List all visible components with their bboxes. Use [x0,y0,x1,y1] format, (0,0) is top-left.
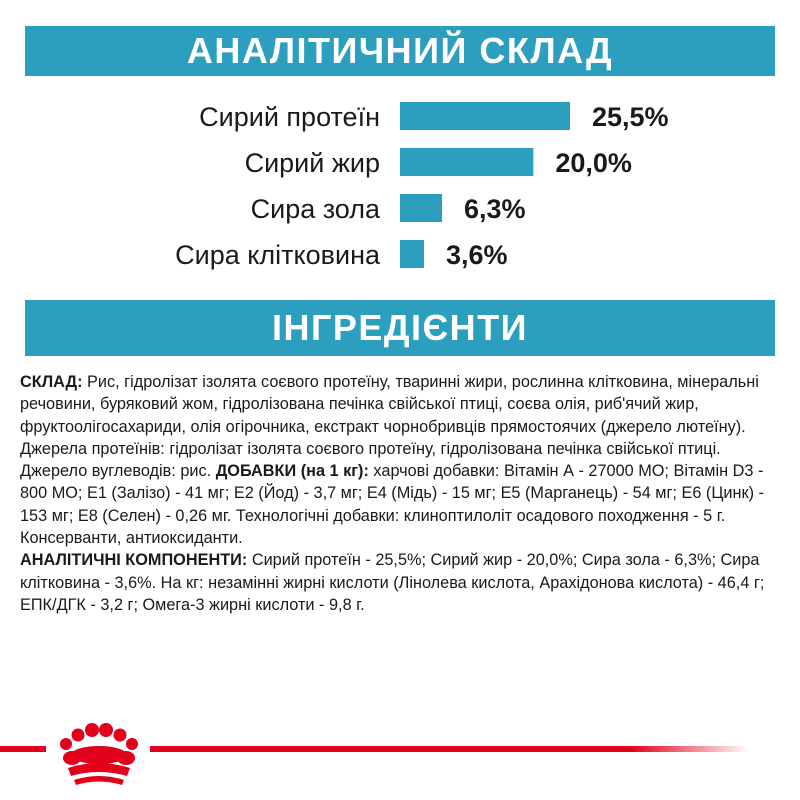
composition-text: Рис, гідролізат ізолята соєвого протеїну, тваринні жири, рослинна клітковина, мінеральні речовини, буряковий жом, гідролізована печінка свійської птиці, соєва олія, риб'ячий жир, фруктоолігосахариди, олія огірочника, екстракт чорнобривців прямостоячих (джерело лютеїну). Джерела протеїнів: гідролізат ізолята соєвого протеїну, гідролізована печінка свійської птиці. Джерело вуглеводів: рис. [20,373,759,481]
royal-canin-crown-icon [60,723,138,785]
additives-text: харчові добавки: Вітамін А - 27000 МО; Вітамін D3 - 800 МО; Е1 (Залізо) - 41 мг; Е2 (Йод) - 3,7 мг; Е4 (Мідь) - 15 мг; Е5 (Марганець) - 54 мг; Е6 (Цинк) - 153 мг; Е8 (Селен) - 0,26 мг. Технологічні добавки: клинoптилоліт осадового походження - 5 г. Консерванти, антиоксиданти. [20,462,764,548]
bar-label: Сира зола [250,194,380,224]
analysis-banner [25,26,775,76]
ingredients-title: ІНГРЕДІЄНТИ [271,307,529,348]
bar-value-label: 25,5% [592,102,669,132]
analysis-title: АНАЛІТИЧНИЙ СКЛАД [186,30,614,71]
bar-label: Сира клітковина [175,240,380,270]
bar [400,148,533,176]
composition-label: СКЛАД: [20,373,83,391]
bar-value-label: 20,0% [555,148,632,178]
additives-label: ДОБАВКИ (на 1 кг): [215,462,369,481]
bar [400,240,424,268]
analytical-text: Сирий протеїн - 25,5%; Сирий жир - 20,0%; Сира зола - 6,3%; Сира клітковина - 3,6%. На кг: незамінні жирні кислоти (Лінолева кислота, Арахідонова кислота) - 46,4 г; ЕПК/ДГК - 3,2 г; Омега-3 жирні кислоти - 9,8 г. [20,551,765,614]
analysis-chart [0,96,800,272]
bar-label: Сирий жир [244,148,380,178]
footer [0,718,800,800]
ingredients-banner [25,300,775,356]
bar-value-label: 3,6% [446,240,508,270]
ingredients-text [20,371,770,616]
bar [400,102,570,130]
footer-red-stripe-left [0,746,46,752]
bar [400,194,442,222]
footer-red-stripe-right [150,746,750,752]
bar-label: Сирий протеїн [199,102,380,132]
analytical-label: АНАЛІТИЧНІ КОМПОНЕНТИ: [20,551,248,570]
bar-value-label: 6,3% [464,194,526,224]
